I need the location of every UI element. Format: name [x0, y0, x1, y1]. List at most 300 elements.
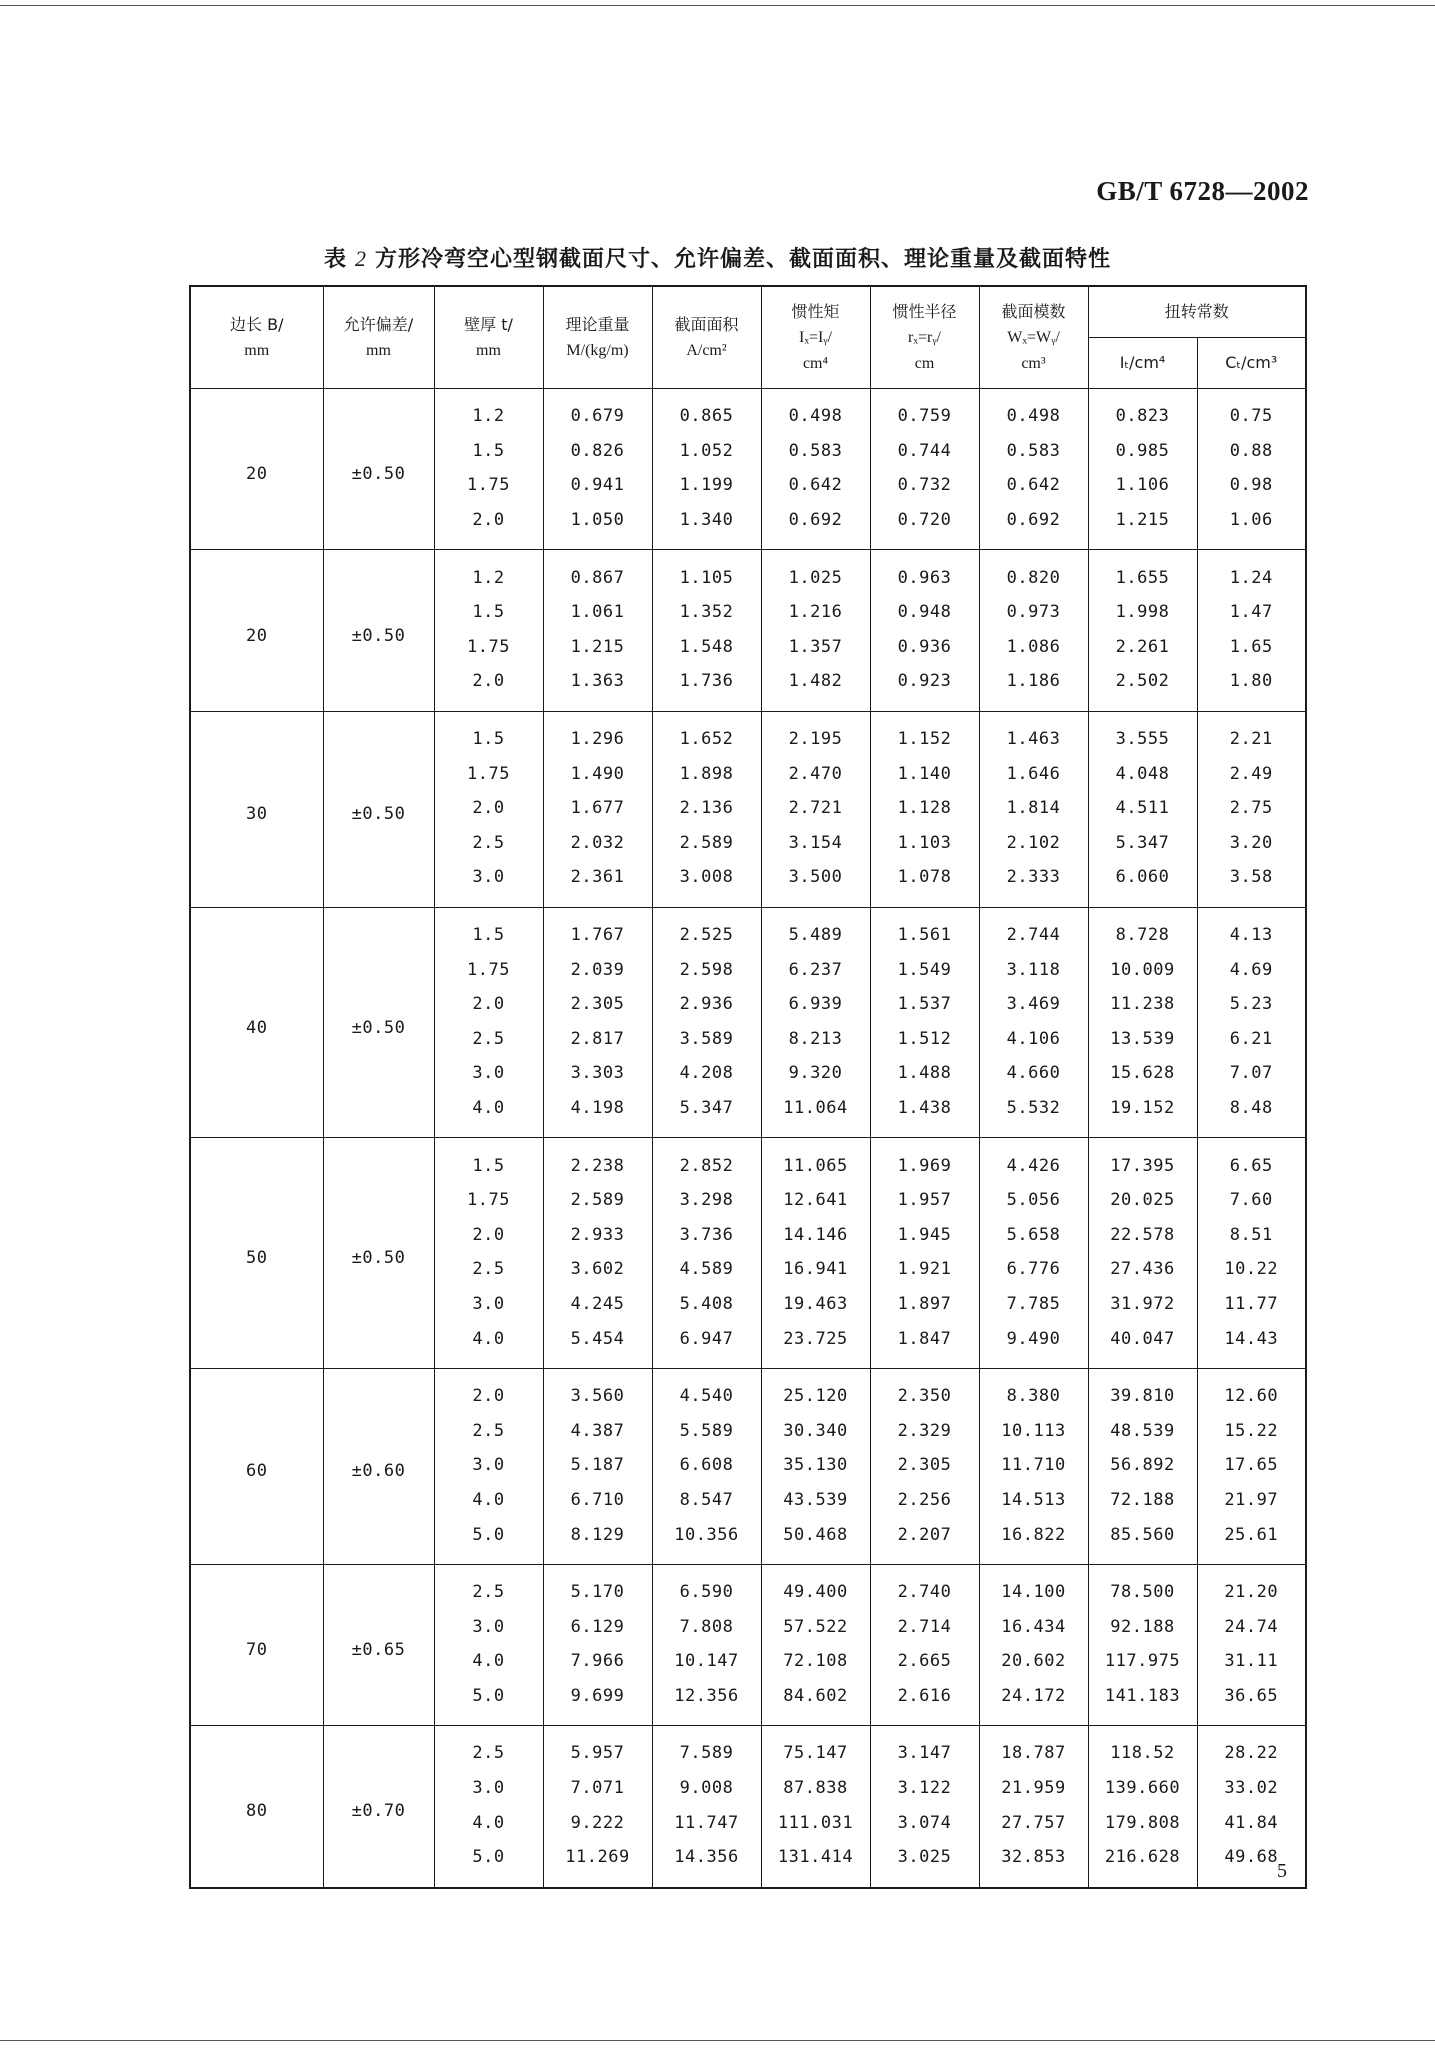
cell-side: 60 [190, 1368, 323, 1564]
cell-weight: 0.679 [543, 389, 652, 434]
cell-torsion-it: 31.972 [1088, 1287, 1197, 1322]
cell-weight: 2.817 [543, 1022, 652, 1057]
cell-area: 6.947 [652, 1321, 761, 1368]
cell-modulus: 1.814 [979, 791, 1088, 826]
cell-radius: 0.963 [870, 550, 979, 595]
cell-thickness: 4.0 [434, 1805, 543, 1840]
cell-tolerance: ±0.50 [323, 389, 434, 550]
cell-torsion-ct: 3.20 [1197, 826, 1306, 861]
cell-torsion-ct: 31.11 [1197, 1644, 1306, 1679]
cell-torsion-it: 11.238 [1088, 987, 1197, 1022]
cell-torsion-ct: 1.24 [1197, 550, 1306, 595]
cell-weight: 8.129 [543, 1517, 652, 1564]
cell-thickness: 2.5 [434, 1564, 543, 1609]
cell-torsion-it: 1.998 [1088, 595, 1197, 630]
cell-torsion-it: 139.660 [1088, 1771, 1197, 1806]
header-torsion-it: Iₜ/cm⁴ [1088, 338, 1197, 389]
cell-modulus: 2.102 [979, 826, 1088, 861]
cell-radius: 1.921 [870, 1252, 979, 1287]
cell-thickness: 1.2 [434, 550, 543, 595]
cell-torsion-ct: 12.60 [1197, 1368, 1306, 1413]
cell-modulus: 14.513 [979, 1483, 1088, 1518]
cell-radius: 3.122 [870, 1771, 979, 1806]
cell-modulus: 20.602 [979, 1644, 1088, 1679]
cell-radius: 0.923 [870, 664, 979, 711]
cell-weight: 0.941 [543, 468, 652, 503]
cell-area: 1.199 [652, 468, 761, 503]
cell-inertia: 19.463 [761, 1287, 870, 1322]
cell-modulus: 3.469 [979, 987, 1088, 1022]
cell-thickness: 5.0 [434, 1517, 543, 1564]
cell-weight: 2.238 [543, 1138, 652, 1183]
cell-weight: 5.957 [543, 1726, 652, 1771]
cell-weight: 5.454 [543, 1321, 652, 1368]
cell-weight: 2.305 [543, 987, 652, 1022]
cell-side: 30 [190, 711, 323, 907]
cell-side: 50 [190, 1138, 323, 1369]
cell-modulus: 1.463 [979, 711, 1088, 756]
cell-area: 8.547 [652, 1483, 761, 1518]
cell-torsion-ct: 1.47 [1197, 595, 1306, 630]
cell-modulus: 24.172 [979, 1679, 1088, 1726]
table-row [190, 1138, 1306, 1183]
cell-inertia: 1.025 [761, 550, 870, 595]
cell-torsion-it: 1.655 [1088, 550, 1197, 595]
cell-torsion-it: 1.215 [1088, 503, 1197, 550]
cell-torsion-ct: 24.74 [1197, 1609, 1306, 1644]
cell-side: 80 [190, 1726, 323, 1888]
cell-modulus: 5.532 [979, 1091, 1088, 1138]
cell-radius: 2.329 [870, 1413, 979, 1448]
cell-inertia: 5.489 [761, 907, 870, 952]
cell-radius: 0.744 [870, 434, 979, 469]
cell-inertia: 3.500 [761, 860, 870, 907]
cell-area: 9.008 [652, 1771, 761, 1806]
scan-edge-top [0, 5, 1435, 6]
cell-torsion-it: 0.985 [1088, 434, 1197, 469]
cell-radius: 1.549 [870, 952, 979, 987]
cell-side: 70 [190, 1564, 323, 1725]
header-area: 截面面积 A/cm² [652, 286, 761, 389]
cell-modulus: 18.787 [979, 1726, 1088, 1771]
cell-modulus: 4.426 [979, 1138, 1088, 1183]
cell-thickness: 1.5 [434, 595, 543, 630]
cell-thickness: 5.0 [434, 1679, 543, 1726]
cell-torsion-ct: 0.98 [1197, 468, 1306, 503]
cell-torsion-ct: 21.20 [1197, 1564, 1306, 1609]
cell-tolerance: ±0.50 [323, 711, 434, 907]
cell-area: 7.589 [652, 1726, 761, 1771]
cell-torsion-ct: 33.02 [1197, 1771, 1306, 1806]
cell-weight: 2.933 [543, 1217, 652, 1252]
cell-area: 1.652 [652, 711, 761, 756]
cell-area: 1.340 [652, 503, 761, 550]
cell-thickness: 2.0 [434, 987, 543, 1022]
cell-inertia: 1.482 [761, 664, 870, 711]
cell-modulus: 0.973 [979, 595, 1088, 630]
cell-area: 1.352 [652, 595, 761, 630]
cell-thickness: 2.5 [434, 1022, 543, 1057]
cell-area: 3.008 [652, 860, 761, 907]
cell-radius: 2.740 [870, 1564, 979, 1609]
cell-torsion-ct: 28.22 [1197, 1726, 1306, 1771]
cell-torsion-ct: 0.88 [1197, 434, 1306, 469]
cell-torsion-it: 4.511 [1088, 791, 1197, 826]
cell-area: 3.298 [652, 1183, 761, 1218]
cell-inertia: 6.939 [761, 987, 870, 1022]
cell-tolerance: ±0.50 [323, 907, 434, 1138]
cell-area: 0.865 [652, 389, 761, 434]
cell-area: 4.589 [652, 1252, 761, 1287]
cell-torsion-it: 27.436 [1088, 1252, 1197, 1287]
cell-modulus: 6.776 [979, 1252, 1088, 1287]
cell-radius: 2.305 [870, 1448, 979, 1483]
table-header [190, 286, 1306, 389]
cell-thickness: 1.5 [434, 1138, 543, 1183]
document-code: GB/T 6728—2002 [1096, 176, 1309, 206]
cell-inertia: 0.642 [761, 468, 870, 503]
cell-torsion-ct: 8.48 [1197, 1091, 1306, 1138]
cell-inertia: 72.108 [761, 1644, 870, 1679]
cell-inertia: 75.147 [761, 1726, 870, 1771]
cell-weight: 2.589 [543, 1183, 652, 1218]
cell-thickness: 1.75 [434, 630, 543, 665]
header-thickness: 壁厚 t/ mm [434, 286, 543, 389]
cell-modulus: 1.086 [979, 630, 1088, 665]
cell-inertia: 12.641 [761, 1183, 870, 1218]
cell-modulus: 4.106 [979, 1022, 1088, 1057]
cell-modulus: 0.583 [979, 434, 1088, 469]
cell-weight: 1.677 [543, 791, 652, 826]
cell-torsion-it: 72.188 [1088, 1483, 1197, 1518]
cell-modulus: 27.757 [979, 1805, 1088, 1840]
table-row [190, 1368, 1306, 1413]
cell-inertia: 6.237 [761, 952, 870, 987]
cell-radius: 1.847 [870, 1321, 979, 1368]
cell-torsion-ct: 36.65 [1197, 1679, 1306, 1726]
cell-torsion-ct: 15.22 [1197, 1413, 1306, 1448]
cell-inertia: 1.216 [761, 595, 870, 630]
cell-modulus: 2.744 [979, 907, 1088, 952]
cell-thickness: 4.0 [434, 1483, 543, 1518]
cell-thickness: 2.0 [434, 503, 543, 550]
cell-modulus: 7.785 [979, 1287, 1088, 1322]
cell-torsion-ct: 17.65 [1197, 1448, 1306, 1483]
cell-torsion-it: 8.728 [1088, 907, 1197, 952]
cell-area: 6.608 [652, 1448, 761, 1483]
cell-area: 1.736 [652, 664, 761, 711]
cell-modulus: 14.100 [979, 1564, 1088, 1609]
cell-inertia: 11.064 [761, 1091, 870, 1138]
cell-side: 20 [190, 389, 323, 550]
cell-area: 12.356 [652, 1679, 761, 1726]
cell-torsion-it: 5.347 [1088, 826, 1197, 861]
cell-torsion-it: 0.823 [1088, 389, 1197, 434]
cell-thickness: 5.0 [434, 1840, 543, 1888]
cell-modulus: 5.056 [979, 1183, 1088, 1218]
cell-torsion-it: 40.047 [1088, 1321, 1197, 1368]
cell-inertia: 0.583 [761, 434, 870, 469]
cell-area: 3.736 [652, 1217, 761, 1252]
cell-torsion-it: 56.892 [1088, 1448, 1197, 1483]
cell-torsion-it: 39.810 [1088, 1368, 1197, 1413]
cell-inertia: 23.725 [761, 1321, 870, 1368]
cell-torsion-ct: 6.21 [1197, 1022, 1306, 1057]
cell-modulus: 21.959 [979, 1771, 1088, 1806]
cell-weight: 3.303 [543, 1056, 652, 1091]
cell-radius: 1.488 [870, 1056, 979, 1091]
cell-torsion-ct: 6.65 [1197, 1138, 1306, 1183]
cell-thickness: 2.5 [434, 1726, 543, 1771]
cell-torsion-it: 10.009 [1088, 952, 1197, 987]
cell-inertia: 25.120 [761, 1368, 870, 1413]
scan-edge-bottom [0, 2040, 1435, 2041]
cell-inertia: 43.539 [761, 1483, 870, 1518]
cell-torsion-ct: 7.07 [1197, 1056, 1306, 1091]
cell-thickness: 3.0 [434, 1287, 543, 1322]
cell-thickness: 1.75 [434, 952, 543, 987]
cell-area: 2.589 [652, 826, 761, 861]
cell-inertia: 11.065 [761, 1138, 870, 1183]
cell-inertia: 2.195 [761, 711, 870, 756]
cell-weight: 2.039 [543, 952, 652, 987]
table-row [190, 389, 1306, 434]
cell-torsion-it: 4.048 [1088, 756, 1197, 791]
cell-area: 10.356 [652, 1517, 761, 1564]
cell-radius: 2.350 [870, 1368, 979, 1413]
cell-torsion-it: 92.188 [1088, 1609, 1197, 1644]
cell-torsion-ct: 3.58 [1197, 860, 1306, 907]
cell-thickness: 2.0 [434, 791, 543, 826]
header-side: 边长 B/ mm [190, 286, 323, 389]
cell-weight: 0.826 [543, 434, 652, 469]
header-inertia: 惯性矩 Iₓ=Iᵧ/ cm⁴ [761, 286, 870, 389]
cell-area: 1.548 [652, 630, 761, 665]
cell-weight: 1.767 [543, 907, 652, 952]
cell-area: 10.147 [652, 1644, 761, 1679]
cell-tolerance: ±0.50 [323, 550, 434, 711]
cell-torsion-it: 19.152 [1088, 1091, 1197, 1138]
cell-radius: 3.074 [870, 1805, 979, 1840]
cell-tolerance: ±0.65 [323, 1564, 434, 1725]
table-row [190, 1564, 1306, 1609]
cell-thickness: 1.5 [434, 907, 543, 952]
cell-torsion-it: 179.808 [1088, 1805, 1197, 1840]
cell-radius: 2.665 [870, 1644, 979, 1679]
cell-torsion-ct: 4.69 [1197, 952, 1306, 987]
cell-modulus: 8.380 [979, 1368, 1088, 1413]
cell-modulus: 16.434 [979, 1609, 1088, 1644]
cell-thickness: 1.75 [434, 468, 543, 503]
cell-radius: 1.078 [870, 860, 979, 907]
cell-radius: 1.140 [870, 756, 979, 791]
cell-radius: 1.438 [870, 1091, 979, 1138]
cell-thickness: 1.2 [434, 389, 543, 434]
cell-inertia: 3.154 [761, 826, 870, 861]
cell-tolerance: ±0.70 [323, 1726, 434, 1888]
table-row [190, 711, 1306, 756]
cell-modulus: 1.646 [979, 756, 1088, 791]
section-properties-table [189, 285, 1307, 1889]
cell-thickness: 1.75 [434, 1183, 543, 1218]
cell-modulus: 0.642 [979, 468, 1088, 503]
cell-weight: 2.032 [543, 826, 652, 861]
cell-torsion-it: 1.106 [1088, 468, 1197, 503]
cell-torsion-ct: 1.80 [1197, 664, 1306, 711]
table-title [0, 242, 1435, 273]
cell-weight: 1.363 [543, 664, 652, 711]
cell-torsion-ct: 2.75 [1197, 791, 1306, 826]
cell-inertia: 50.468 [761, 1517, 870, 1564]
table-title-number: 2 [355, 246, 367, 271]
cell-thickness: 3.0 [434, 1609, 543, 1644]
cell-radius: 3.147 [870, 1726, 979, 1771]
cell-area: 7.808 [652, 1609, 761, 1644]
cell-weight: 1.050 [543, 503, 652, 550]
cell-tolerance: ±0.60 [323, 1368, 434, 1564]
cell-weight: 5.187 [543, 1448, 652, 1483]
cell-radius: 0.732 [870, 468, 979, 503]
cell-torsion-it: 2.261 [1088, 630, 1197, 665]
cell-weight: 9.222 [543, 1805, 652, 1840]
cell-torsion-it: 85.560 [1088, 1517, 1197, 1564]
cell-modulus: 5.658 [979, 1217, 1088, 1252]
table-title-prefix: 表 [323, 247, 347, 272]
cell-modulus: 0.498 [979, 389, 1088, 434]
cell-thickness: 1.5 [434, 434, 543, 469]
cell-weight: 1.296 [543, 711, 652, 756]
cell-torsion-ct: 10.22 [1197, 1252, 1306, 1287]
cell-torsion-ct: 21.97 [1197, 1483, 1306, 1518]
header-torsion: 扭转常数 [1088, 286, 1306, 338]
cell-weight: 6.129 [543, 1609, 652, 1644]
cell-radius: 1.537 [870, 987, 979, 1022]
cell-area: 1.898 [652, 756, 761, 791]
cell-torsion-it: 22.578 [1088, 1217, 1197, 1252]
cell-torsion-it: 2.502 [1088, 664, 1197, 711]
cell-radius: 1.561 [870, 907, 979, 952]
cell-torsion-it: 141.183 [1088, 1679, 1197, 1726]
cell-weight: 1.215 [543, 630, 652, 665]
cell-weight: 7.966 [543, 1644, 652, 1679]
cell-torsion-ct: 14.43 [1197, 1321, 1306, 1368]
cell-weight: 5.170 [543, 1564, 652, 1609]
cell-torsion-it: 78.500 [1088, 1564, 1197, 1609]
cell-torsion-ct: 4.13 [1197, 907, 1306, 952]
cell-inertia: 30.340 [761, 1413, 870, 1448]
cell-weight: 4.245 [543, 1287, 652, 1322]
cell-thickness: 3.0 [434, 860, 543, 907]
table-row [190, 907, 1306, 952]
cell-torsion-it: 20.025 [1088, 1183, 1197, 1218]
cell-area: 4.208 [652, 1056, 761, 1091]
cell-weight: 3.560 [543, 1368, 652, 1413]
cell-weight: 3.602 [543, 1252, 652, 1287]
header-radius: 惯性半径 rₓ=rᵧ/ cm [870, 286, 979, 389]
cell-modulus: 0.820 [979, 550, 1088, 595]
cell-inertia: 111.031 [761, 1805, 870, 1840]
cell-thickness: 1.75 [434, 756, 543, 791]
cell-area: 5.347 [652, 1091, 761, 1138]
cell-radius: 1.957 [870, 1183, 979, 1218]
cell-radius: 1.152 [870, 711, 979, 756]
cell-inertia: 16.941 [761, 1252, 870, 1287]
cell-radius: 0.759 [870, 389, 979, 434]
cell-weight: 4.198 [543, 1091, 652, 1138]
cell-radius: 1.945 [870, 1217, 979, 1252]
cell-torsion-it: 15.628 [1088, 1056, 1197, 1091]
cell-modulus: 16.822 [979, 1517, 1088, 1564]
cell-thickness: 2.0 [434, 664, 543, 711]
cell-weight: 2.361 [543, 860, 652, 907]
cell-side: 20 [190, 550, 323, 711]
cell-weight: 1.061 [543, 595, 652, 630]
cell-inertia: 57.522 [761, 1609, 870, 1644]
header-tolerance: 允许偏差/ mm [323, 286, 434, 389]
cell-thickness: 4.0 [434, 1091, 543, 1138]
cell-torsion-ct: 8.51 [1197, 1217, 1306, 1252]
cell-inertia: 0.498 [761, 389, 870, 434]
cell-radius: 2.256 [870, 1483, 979, 1518]
cell-area: 6.590 [652, 1564, 761, 1609]
cell-torsion-ct: 0.75 [1197, 389, 1306, 434]
cell-radius: 1.103 [870, 826, 979, 861]
cell-thickness: 3.0 [434, 1771, 543, 1806]
cell-modulus: 32.853 [979, 1840, 1088, 1888]
cell-modulus: 3.118 [979, 952, 1088, 987]
cell-side: 40 [190, 907, 323, 1138]
header-weight: 理论重量 M/(kg/m) [543, 286, 652, 389]
cell-thickness: 3.0 [434, 1448, 543, 1483]
cell-radius: 2.714 [870, 1609, 979, 1644]
cell-thickness: 4.0 [434, 1644, 543, 1679]
cell-modulus: 11.710 [979, 1448, 1088, 1483]
cell-weight: 11.269 [543, 1840, 652, 1888]
cell-torsion-ct: 1.06 [1197, 503, 1306, 550]
cell-thickness: 2.5 [434, 1413, 543, 1448]
cell-radius: 0.948 [870, 595, 979, 630]
table-title-text: 方形冷弯空心型钢截面尺寸、允许偏差、截面面积、理论重量及截面特性 [375, 247, 1112, 272]
cell-weight: 9.699 [543, 1679, 652, 1726]
page-number: 5 [1277, 1860, 1287, 1882]
cell-inertia: 35.130 [761, 1448, 870, 1483]
cell-area: 2.598 [652, 952, 761, 987]
cell-torsion-ct: 11.77 [1197, 1287, 1306, 1322]
header-torsion-ct: Cₜ/cm³ [1197, 338, 1306, 389]
cell-radius: 2.207 [870, 1517, 979, 1564]
cell-area: 3.589 [652, 1022, 761, 1057]
cell-inertia: 8.213 [761, 1022, 870, 1057]
cell-thickness: 2.0 [434, 1217, 543, 1252]
cell-weight: 7.071 [543, 1771, 652, 1806]
cell-torsion-it: 6.060 [1088, 860, 1197, 907]
cell-inertia: 2.721 [761, 791, 870, 826]
cell-torsion-it: 13.539 [1088, 1022, 1197, 1057]
table-row [190, 1726, 1306, 1771]
cell-inertia: 84.602 [761, 1679, 870, 1726]
cell-torsion-it: 118.52 [1088, 1726, 1197, 1771]
cell-thickness: 1.5 [434, 711, 543, 756]
cell-radius: 0.936 [870, 630, 979, 665]
cell-thickness: 2.0 [434, 1368, 543, 1413]
cell-thickness: 2.5 [434, 1252, 543, 1287]
cell-weight: 0.867 [543, 550, 652, 595]
cell-torsion-it: 17.395 [1088, 1138, 1197, 1183]
cell-modulus: 4.660 [979, 1056, 1088, 1091]
cell-radius: 1.897 [870, 1287, 979, 1322]
cell-torsion-ct: 7.60 [1197, 1183, 1306, 1218]
cell-area: 2.136 [652, 791, 761, 826]
